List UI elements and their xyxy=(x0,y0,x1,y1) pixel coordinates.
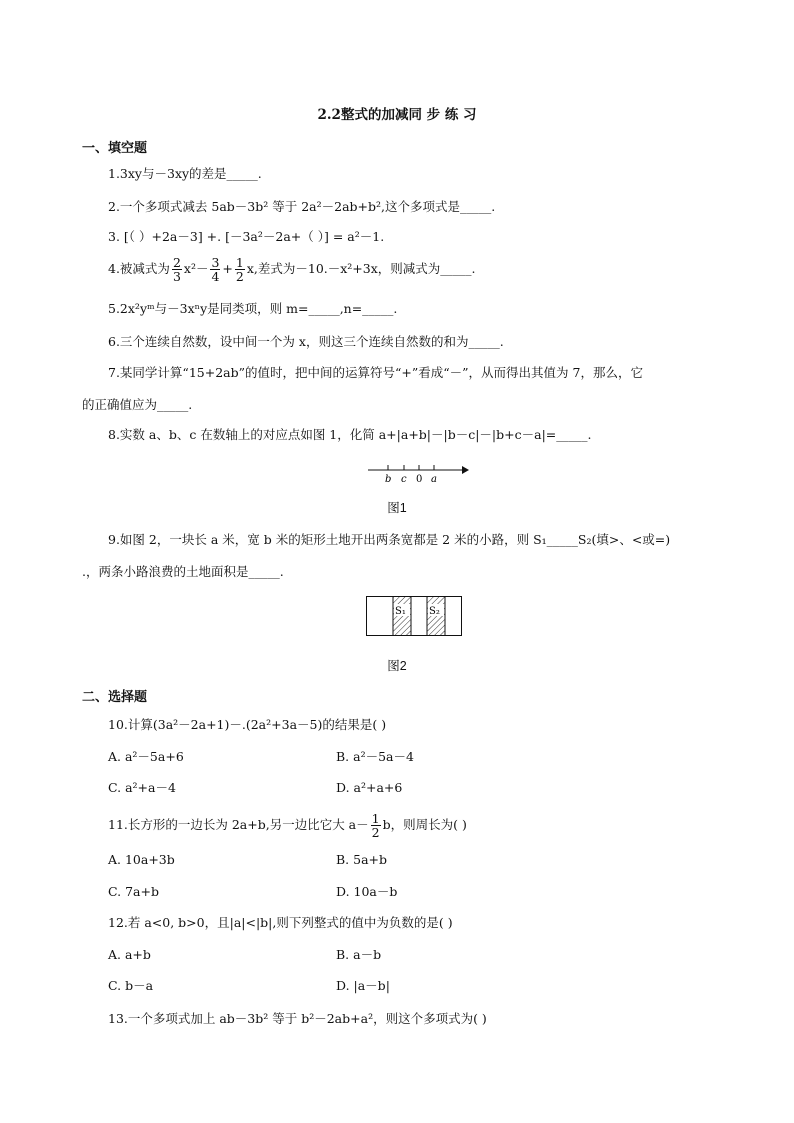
q11-option-d: D. 10a－b xyxy=(336,884,398,899)
page-title: 2.2整式的加减同 步 练 习 xyxy=(317,107,477,123)
question-3: 3. [（ ）+2a－3] +. [－3a²－2a+（ ）] = a²－1. xyxy=(108,229,385,244)
question-7-line-1: 7.某同学计算“15+2ab”的值时，把中间的运算符号“+”看成“－”，从而得出其值为 7，那么，它 xyxy=(108,365,643,380)
question-10: 10.计算(3a²－2a+1)－.(2a²+3a－5)的结果是( ) xyxy=(108,717,387,732)
question-4 xyxy=(108,256,476,283)
q10-option-c: C. a²+a－4 xyxy=(108,780,176,795)
q12-option-d: D. |a－b| xyxy=(336,978,390,993)
question-13: 13.一个多项式加上 ab－3b² 等于 b²－2ab+a²，则这个多项式为( ) xyxy=(108,1011,487,1026)
q11-suffix: b，则周长为( ) xyxy=(382,817,467,832)
s1-label: S₁ xyxy=(395,606,406,617)
s2-label: S₂ xyxy=(429,606,440,617)
q12-option-c: C. b－a xyxy=(108,978,154,993)
land-rectangle xyxy=(367,597,462,636)
label-a: a xyxy=(431,474,437,485)
fraction-1-2 xyxy=(235,256,245,283)
q10-option-d: D. a²+a+6 xyxy=(336,780,403,795)
question-9-line-2: .，两条小路浪费的土地面积是_____. xyxy=(82,564,284,579)
q12-option-b: B. a－b xyxy=(336,947,382,962)
question-6: 6.三个连续自然数，设中间一个为 x，则这三个连续自然数的和为_____. xyxy=(108,334,504,349)
q4-suffix: x,差式为－10.－x²+3x，则减式为_____. xyxy=(246,261,476,276)
q11-prefix: 11.长方形的一边长为 2a+b,另一边比它大 a－ xyxy=(108,817,369,832)
q10-option-b: B. a²－5a－4 xyxy=(336,749,414,764)
question-2: 2.一个多项式减去 5ab－3b² 等于 2a²－2ab+b²,这个多项式是_____. xyxy=(108,199,496,214)
q4-prefix: 4.被减式为 xyxy=(108,261,170,276)
question-5: 5.2x²yᵐ与－3xⁿy是同类项，则 m=_____,n=_____. xyxy=(108,301,398,316)
q11-option-c: C. 7a+b xyxy=(108,884,159,899)
frac-den: 3 xyxy=(172,269,181,284)
figure-2-caption: 图2 xyxy=(387,659,407,673)
fraction-3-4 xyxy=(210,256,220,283)
question-8: 8.实数 a、b、c 在数轴上的对应点如图 1，化简 a+|a+b|－|b－c|－|b+c－a|=_____. xyxy=(108,427,592,442)
q11-option-a: A. 10a+3b xyxy=(108,852,175,867)
section-choice-heading: 二、选择题 xyxy=(82,690,148,705)
label-c: c xyxy=(401,474,407,485)
label-b: b xyxy=(385,474,392,485)
frac-num: 2 xyxy=(172,255,181,270)
figure-1-caption: 图1 xyxy=(387,501,407,515)
q11-option-b: B. 5a+b xyxy=(336,852,388,867)
question-11 xyxy=(108,812,467,839)
frac-den: 4 xyxy=(211,269,220,284)
q4-mid1: x²－ xyxy=(183,261,209,276)
q10-option-a: A. a²－5a+6 xyxy=(108,749,184,764)
question-1: 1.3xy与－3xy的差是_____. xyxy=(108,166,262,181)
question-9-line-1: 9.如图 2，一块长 a 米，宽 b 米的矩形土地开出两条宽都是 2 米的小路，则 S₁_____S₂(填>、<或=) xyxy=(108,532,671,547)
number-line-figure xyxy=(366,460,470,486)
number-line-arrow xyxy=(462,466,469,474)
section-fill-heading: 一、填空题 xyxy=(82,141,148,156)
question-12: 12.若 a<0, b>0，且|a|<|b|,则下列整式的值中为负数的是( ) xyxy=(108,915,453,930)
fraction-2-3 xyxy=(172,256,182,283)
frac-num: 1 xyxy=(371,811,380,826)
frac-den: 2 xyxy=(235,269,244,284)
q12-option-a: A. a+b xyxy=(108,947,151,962)
frac-den: 2 xyxy=(371,825,380,840)
q4-mid2: + xyxy=(222,261,233,276)
frac-num: 1 xyxy=(235,255,244,270)
rectangle-land-figure xyxy=(366,596,462,636)
question-7-line-2: 的正确值应为_____. xyxy=(82,397,193,412)
frac-num: 3 xyxy=(211,255,220,270)
label-zero: 0 xyxy=(416,474,423,485)
fraction-1-2 xyxy=(371,812,381,839)
